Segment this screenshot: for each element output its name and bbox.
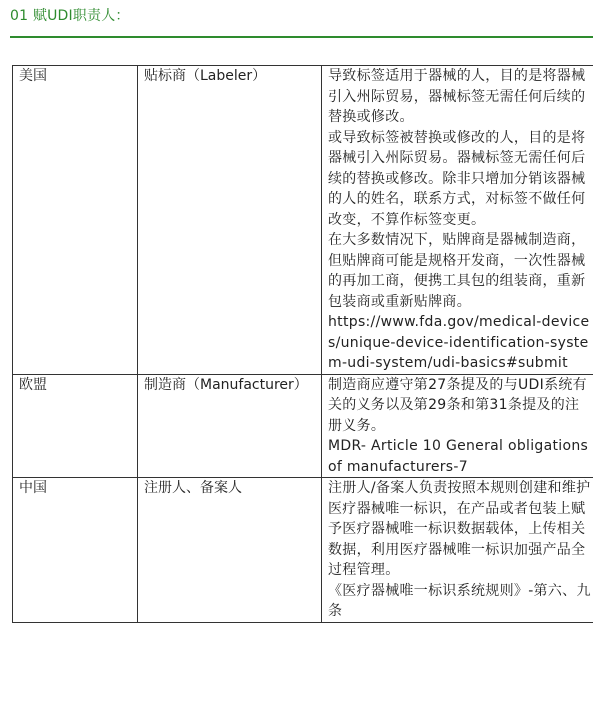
description-paragraph: 在大多数情况下，贴牌商是器械制造商，但贴牌商可能是规格开发商，一次性器械的再加工商，便携工具包的组装商，重新包装商或重新贴牌商。 [328, 232, 586, 310]
role-cell: 制造商（Manufacturer） [138, 374, 322, 478]
region-cell: 欧盟 [13, 374, 138, 478]
region-cell: 中国 [13, 478, 138, 623]
region-cell: 美国 [13, 66, 138, 375]
table-row [13, 66, 593, 375]
table-row [13, 478, 593, 623]
reference-text: MDR- Article 10 General obligations of manufacturers-7 [328, 438, 589, 475]
description-paragraph: 注册人/备案人负责按照本规则创建和维护医疗器械唯一标识，在产品或者包装上赋予医疗器械唯一标识数据载体，上传相关数据，利用医疗器械唯一标识加强产品全过程管理。 [328, 480, 591, 578]
section-title: 01 赋UDI职责人： [10, 8, 130, 24]
description-cell [322, 478, 593, 623]
section-divider [10, 36, 593, 38]
description-paragraph: 制造商应遵守第27条提及的与UDI系统有关的义务以及第29条和第31条提及的注册义务。 [328, 376, 587, 434]
role-cell: 贴标商（Labeler） [138, 66, 322, 375]
description-cell [322, 374, 593, 478]
section-header [10, 6, 593, 38]
reference-link-text: https://www.fda.gov/medical-devices/unique-device-identification-system-udi-system/udi-basics#submit [328, 314, 590, 371]
role-cell: 注册人、备案人 [138, 478, 322, 623]
table-row [13, 374, 593, 478]
udi-responsibility-table [12, 65, 593, 623]
description-paragraph: 导致标签适用于器械的人，目的是将器械引入州际贸易，器械标签无需任何后续的替换或修改。 [328, 68, 586, 125]
description-cell [322, 66, 593, 375]
reference-text: 《医疗器械唯一标识系统规则》-第六、九条 [328, 582, 591, 619]
description-paragraph: 或导致标签被替换或修改的人，目的是将器械引入州际贸易。器械标签无需任何后续的替换或修改。除非只增加分销该器械的人的姓名，联系方式，对标签不做任何改变，不算作标签变更。 [328, 129, 586, 228]
